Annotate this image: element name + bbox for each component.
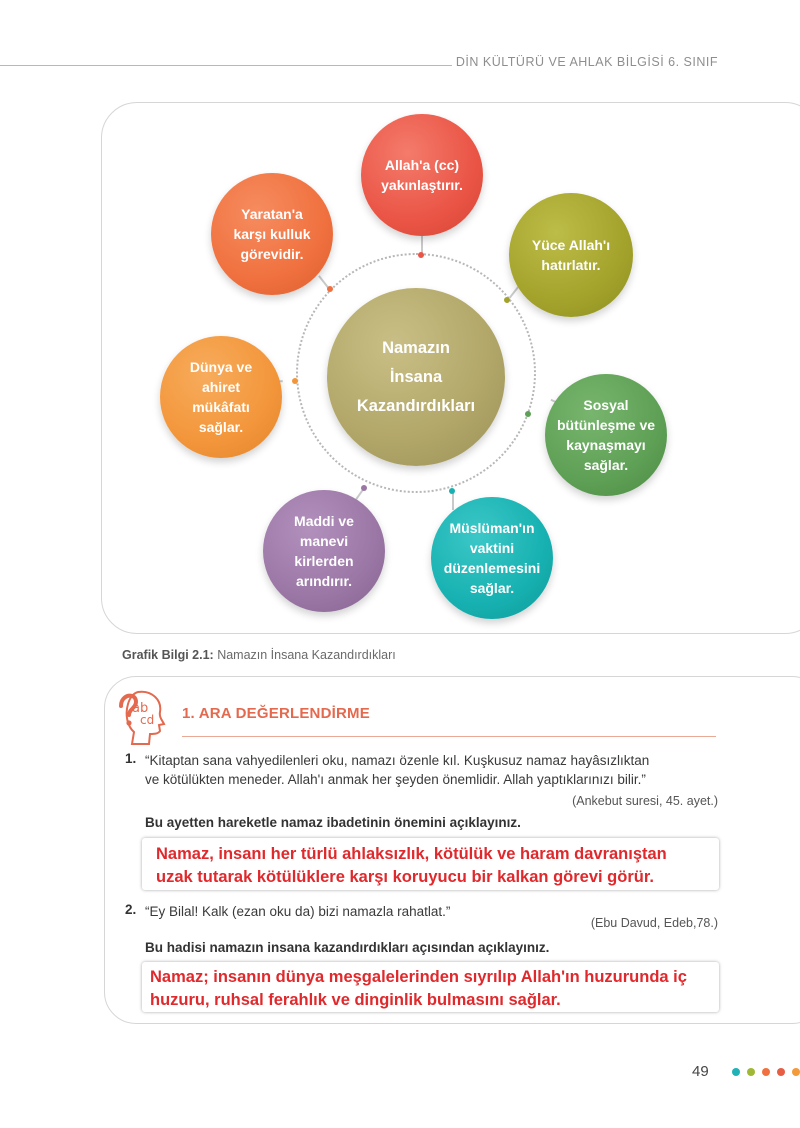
connector-dot	[449, 488, 455, 494]
question-head-icon	[118, 684, 168, 746]
question-text	[145, 902, 450, 921]
connector-dot	[327, 286, 333, 292]
bubble-remembrance	[509, 193, 633, 317]
question-line: “Kitaptan sana vahyedilenleri oku, namazı özenle kıl. Kuşkusuz namaz hayâsızlıktan	[145, 753, 650, 768]
answer-line: uzak tutarak kötülüklere karşı koruyucu bir kalkan görevi görür.	[156, 868, 654, 886]
evaluation-title: 1. ARA DEĞERLENDİRME	[182, 705, 370, 722]
question-number: 2.	[125, 902, 137, 917]
caption-text: Namazın İnsana Kazandırdıkları	[217, 648, 396, 662]
bubble-text: Maddi ve manevi kirlerden arındırır.	[294, 513, 354, 589]
svg-text:ab: ab	[132, 701, 149, 716]
connector-dot	[525, 411, 531, 417]
question-text	[145, 751, 649, 789]
bubble-text: Müslüman'ın vaktini düzenlemesini sağlar.	[443, 520, 541, 596]
center-bubble-text: Namazın İnsana Kazandırdıkları	[356, 338, 476, 415]
answer-line: Namaz, insanı her türlü ahlaksızlık, kötülük ve haram davranıştan	[156, 845, 667, 863]
title-underline	[182, 736, 716, 737]
book-title: DİN KÜLTÜRÜ VE AHLAK BİLGİSİ 6. SINIF	[455, 55, 718, 69]
page-dot	[777, 1068, 785, 1076]
connector-dot	[504, 297, 510, 303]
bubble-text: Yüce Allah'ı hatırlatır.	[531, 237, 611, 273]
page-dot	[762, 1068, 770, 1076]
answer-line: huzuru, ruhsal ferahlık ve dinginlik bulmasını sağlar.	[150, 991, 561, 1009]
question-number: 1.	[125, 751, 137, 766]
caption-label: Grafik Bilgi 2.1:	[122, 648, 214, 662]
answer-box[interactable]	[142, 838, 719, 890]
header-rule	[0, 65, 452, 66]
bubble-text: Dünya ve ahiret mükâfatı sağlar.	[189, 359, 253, 435]
connector-dot	[418, 252, 424, 258]
question-prompt: Bu ayetten hareketle namaz ibadetinin önemini açıklayınız.	[145, 815, 521, 830]
bubble-worship	[211, 173, 333, 295]
answer-box[interactable]	[142, 962, 719, 1012]
bubble-social	[545, 374, 667, 496]
bubble-closeness	[361, 114, 483, 236]
page-number: 49	[692, 1063, 709, 1080]
question-line: ve kötülükten meneder. Allah'ı anmak her şeyden önemlidir. Allah yaptıklarınızı bilir.”	[145, 772, 646, 787]
question-source: (Ankebut suresi, 45. ayet.)	[572, 794, 718, 808]
question-prompt: Bu hadisi namazın insana kazandırdıkları açısından açıklayınız.	[145, 940, 550, 955]
bubble-text: Allah'a (cc) yakınlaştırır.	[381, 157, 463, 193]
bubble-reward	[160, 336, 282, 458]
bubble-text: Yaratan'a karşı kulluk görevidir.	[233, 206, 311, 262]
connector-dot	[361, 485, 367, 491]
bubble-time	[431, 497, 553, 619]
bubble-purification	[263, 490, 385, 612]
answer-line: Namaz; insanın dünya meşgalelerinden sıyrılıp Allah'ın huzurunda iç	[150, 968, 687, 986]
page-dot	[792, 1068, 800, 1076]
center-bubble	[327, 288, 505, 466]
connector-dot	[292, 378, 298, 384]
question-source: (Ebu Davud, Edeb,78.)	[590, 916, 718, 930]
question-line: “Ey Bilal! Kalk (ezan oku da) bizi namazla rahatlat.”	[145, 904, 451, 919]
graphic-caption	[122, 648, 396, 662]
page-dot	[747, 1068, 755, 1076]
bubble-text: Sosyal bütünleşme ve kaynaşmayı sağlar.	[556, 397, 656, 473]
svg-text:cd: cd	[140, 713, 155, 727]
page-dot	[732, 1068, 740, 1076]
